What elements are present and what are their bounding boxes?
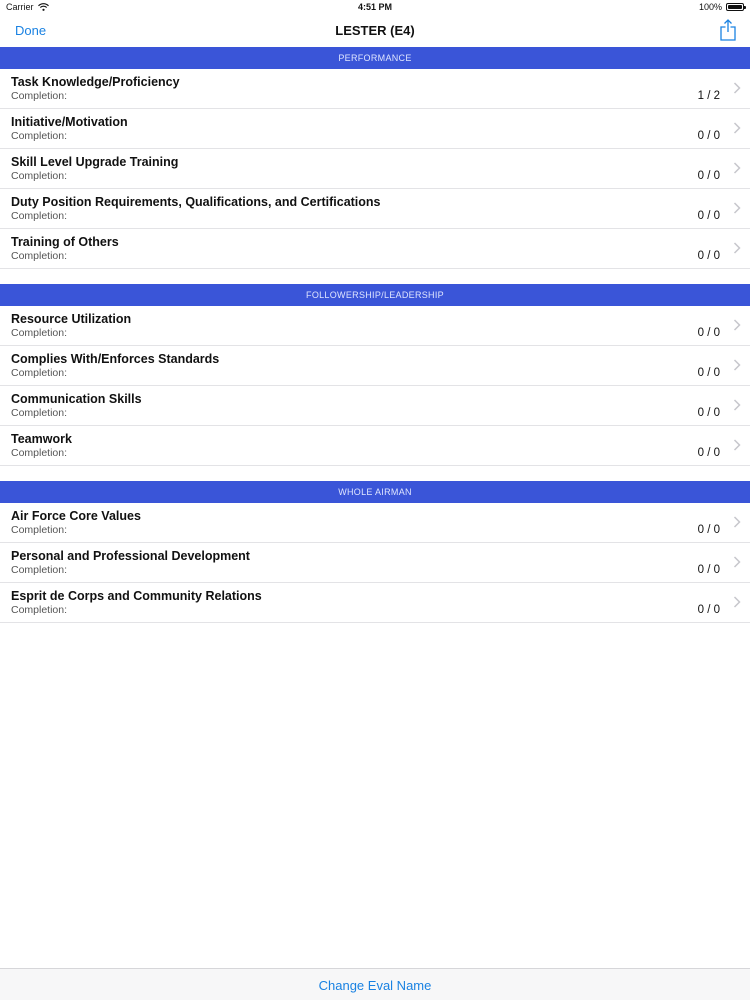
row-title: Teamwork xyxy=(11,432,72,446)
battery-percent: 100% xyxy=(698,2,722,12)
row-subtitle: Completion: xyxy=(11,210,68,222)
chevron-right-icon xyxy=(733,82,741,94)
row-value: 0 / 0 xyxy=(697,367,720,379)
chevron-right-icon xyxy=(733,122,741,134)
row-value: 0 / 0 xyxy=(697,327,720,339)
row-subtitle: Completion: xyxy=(11,447,68,459)
list-item-communication-skills[interactable] xyxy=(0,386,750,426)
row-value: 0 / 0 xyxy=(697,210,720,222)
chevron-right-icon xyxy=(733,439,741,451)
status-time: 4:51 PM xyxy=(357,2,392,12)
list-item-skill-level[interactable] xyxy=(0,149,750,189)
chevron-right-icon xyxy=(733,162,741,174)
battery-indicator xyxy=(699,2,744,12)
row-value: 0 / 0 xyxy=(697,447,720,459)
row-value: 0 / 0 xyxy=(697,170,720,182)
row-title: Communication Skills xyxy=(11,392,142,406)
list-item-esprit-de-corps[interactable] xyxy=(0,583,750,623)
list-item-initiative[interactable] xyxy=(0,109,750,149)
row-value: 0 / 0 xyxy=(697,250,720,262)
row-title: Resource Utilization xyxy=(11,312,132,326)
status-bar xyxy=(0,0,750,14)
row-value: 0 / 0 xyxy=(697,524,720,536)
row-value: 1 / 2 xyxy=(697,90,720,102)
chevron-right-icon xyxy=(733,319,741,331)
chevron-right-icon xyxy=(733,399,741,411)
row-subtitle: Completion: xyxy=(11,604,68,616)
chevron-right-icon xyxy=(733,242,741,254)
row-subtitle: Completion: xyxy=(11,90,68,102)
change-eval-name-button[interactable]: Change Eval Name xyxy=(318,978,432,993)
row-title: Complies With/Enforces Standards xyxy=(11,352,220,366)
row-subtitle: Completion: xyxy=(11,564,68,576)
list-item-task-knowledge[interactable] xyxy=(0,69,750,109)
chevron-right-icon xyxy=(733,202,741,214)
row-subtitle: Completion: xyxy=(11,407,68,419)
row-subtitle: Completion: xyxy=(11,367,68,379)
chevron-right-icon xyxy=(733,359,741,371)
section-header-performance: PERFORMANCE xyxy=(0,47,750,69)
navigation-bar xyxy=(0,14,750,46)
chevron-right-icon xyxy=(733,556,741,568)
row-title: Esprit de Corps and Community Relations xyxy=(11,589,262,603)
row-title: Initiative/Motivation xyxy=(11,115,128,129)
section-header-whole-airman: WHOLE AIRMAN xyxy=(0,481,750,503)
battery-icon xyxy=(726,3,744,11)
list-item-teamwork[interactable] xyxy=(0,426,750,466)
row-subtitle: Completion: xyxy=(11,250,68,262)
row-value: 0 / 0 xyxy=(697,604,720,616)
section-header-followership: FOLLOWERSHIP/LEADERSHIP xyxy=(0,284,750,306)
chevron-right-icon xyxy=(733,596,741,608)
row-value: 0 / 0 xyxy=(697,407,720,419)
row-title: Training of Others xyxy=(11,235,119,249)
row-subtitle: Completion: xyxy=(11,327,68,339)
list-item-training-others[interactable] xyxy=(0,229,750,269)
done-button[interactable]: Done xyxy=(15,23,47,38)
row-title: Duty Position Requirements, Qualifications, and Certifications xyxy=(11,195,381,209)
row-subtitle: Completion: xyxy=(11,524,68,536)
list-item-duty-position[interactable] xyxy=(0,189,750,229)
list-item-personal-development[interactable] xyxy=(0,543,750,583)
row-title: Personal and Professional Development xyxy=(11,549,250,563)
list-item-core-values[interactable] xyxy=(0,503,750,543)
bottom-toolbar xyxy=(0,968,750,1000)
row-title: Task Knowledge/Proficiency xyxy=(11,75,180,89)
row-value: 0 / 0 xyxy=(697,564,720,576)
page-title: LESTER (E4) xyxy=(335,23,415,38)
row-title: Air Force Core Values xyxy=(11,509,141,523)
row-value: 0 / 0 xyxy=(697,130,720,142)
battery-fill xyxy=(728,5,742,9)
row-subtitle: Completion: xyxy=(11,130,68,142)
chevron-right-icon xyxy=(733,516,741,528)
list-item-complies-standards[interactable] xyxy=(0,346,750,386)
list-item-resource-utilization[interactable] xyxy=(0,306,750,346)
carrier-label: Carrier xyxy=(6,2,34,12)
row-title: Skill Level Upgrade Training xyxy=(11,155,179,169)
share-icon[interactable] xyxy=(720,19,736,41)
row-subtitle: Completion: xyxy=(11,170,68,182)
